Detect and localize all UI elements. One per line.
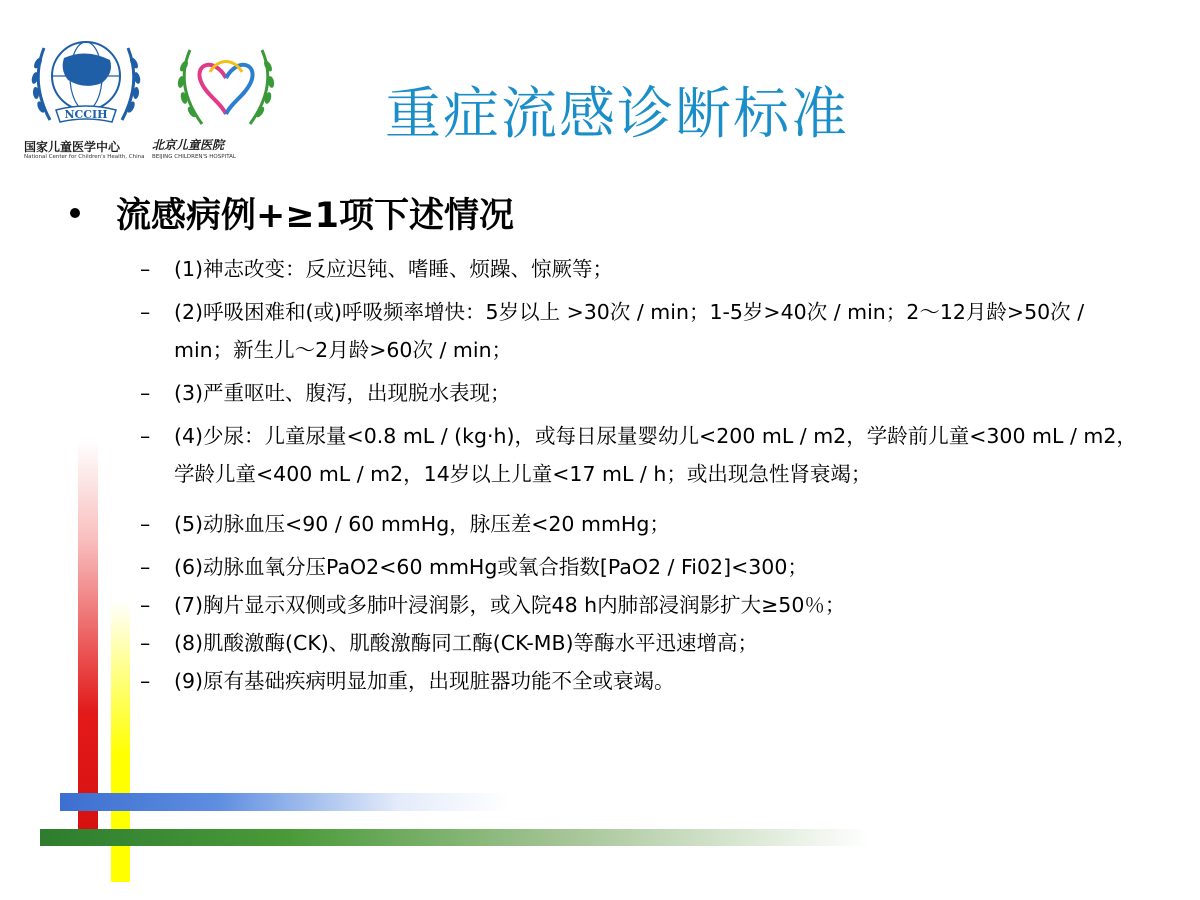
headline-text: 流感病例+≥1项下述情况 xyxy=(116,196,515,236)
dash-icon: – xyxy=(140,669,151,693)
item-text: (2)呼吸困难和(或)呼吸频率增快：5岁以上 >30次 / min；1-5岁>40次 / min；2～12月龄>50次 / min；新生儿～2月龄>60次 / min； xyxy=(174,300,1085,362)
list-item xyxy=(136,586,1146,624)
dash-icon: – xyxy=(140,381,151,405)
headline xyxy=(70,188,514,238)
list-item xyxy=(136,505,1146,543)
logo-group xyxy=(22,28,282,168)
item-text: (4)少尿：儿童尿量<0.8 mL / (kg·h)，或每日尿量婴幼儿<200 mL / m2，学龄前儿童<300 mL / m2，学龄儿童<400 mL / m2，14岁以上儿童<17 mL / h；或出现急性肾衰竭； xyxy=(174,424,1137,486)
list-item xyxy=(136,374,1146,412)
item-text: (9)原有基础疾病明显加重，出现脏器功能不全或衰竭。 xyxy=(174,669,675,693)
decorative-green-bar xyxy=(40,829,870,846)
item-text: (5)动脉血压<90 / 60 mmHg，脉压差<20 mmHg； xyxy=(174,512,670,536)
item-text: (7)胸片显示双侧或多肺叶浸润影，或入院48 h内肺部浸润影扩大≥50％； xyxy=(174,593,846,617)
criteria-list xyxy=(136,250,1146,700)
dash-icon: – xyxy=(140,631,151,655)
bullet-dot-icon xyxy=(70,208,80,218)
list-item xyxy=(136,293,1146,369)
list-item xyxy=(136,662,1146,700)
nccih-logo-text: NCCIH xyxy=(64,108,108,121)
nccih-logo xyxy=(22,28,150,156)
dash-icon: – xyxy=(140,424,151,448)
item-text: (8)肌酸激酶(CK)、肌酸激酶同工酶(CK-MB)等酶水平迅速增高； xyxy=(174,631,759,655)
item-text: (1)神志改变：反应迟钝、嗜睡、烦躁、惊厥等； xyxy=(174,257,614,281)
list-item xyxy=(136,548,1146,586)
page-title: 重症流感诊断标准 xyxy=(385,82,849,147)
list-item xyxy=(136,417,1146,493)
nccih-caption: 国家儿童医学中心 xyxy=(24,140,121,154)
dash-icon: – xyxy=(140,257,151,281)
dash-icon: – xyxy=(140,593,151,617)
dash-icon: – xyxy=(140,512,151,536)
list-item xyxy=(136,624,1146,662)
bch-caption-en: BEIJING CHILDREN'S HOSPITAL xyxy=(152,154,236,160)
item-text: (3)严重呕吐、腹泻，出现脱水表现； xyxy=(174,381,511,405)
dash-icon: – xyxy=(140,300,151,324)
bch-caption: 北京儿童医院 xyxy=(152,138,225,152)
decorative-red-bar xyxy=(78,440,98,830)
decorative-blue-bar xyxy=(60,793,510,811)
nccih-caption-en: National Center for Children's Health, China xyxy=(24,154,145,160)
list-item xyxy=(136,250,1146,288)
item-text: (6)动脉血氧分压PaO2<60 mmHg或氧合指数[PaO2 / Fi02]<300； xyxy=(174,555,808,579)
dash-icon: – xyxy=(140,555,151,579)
